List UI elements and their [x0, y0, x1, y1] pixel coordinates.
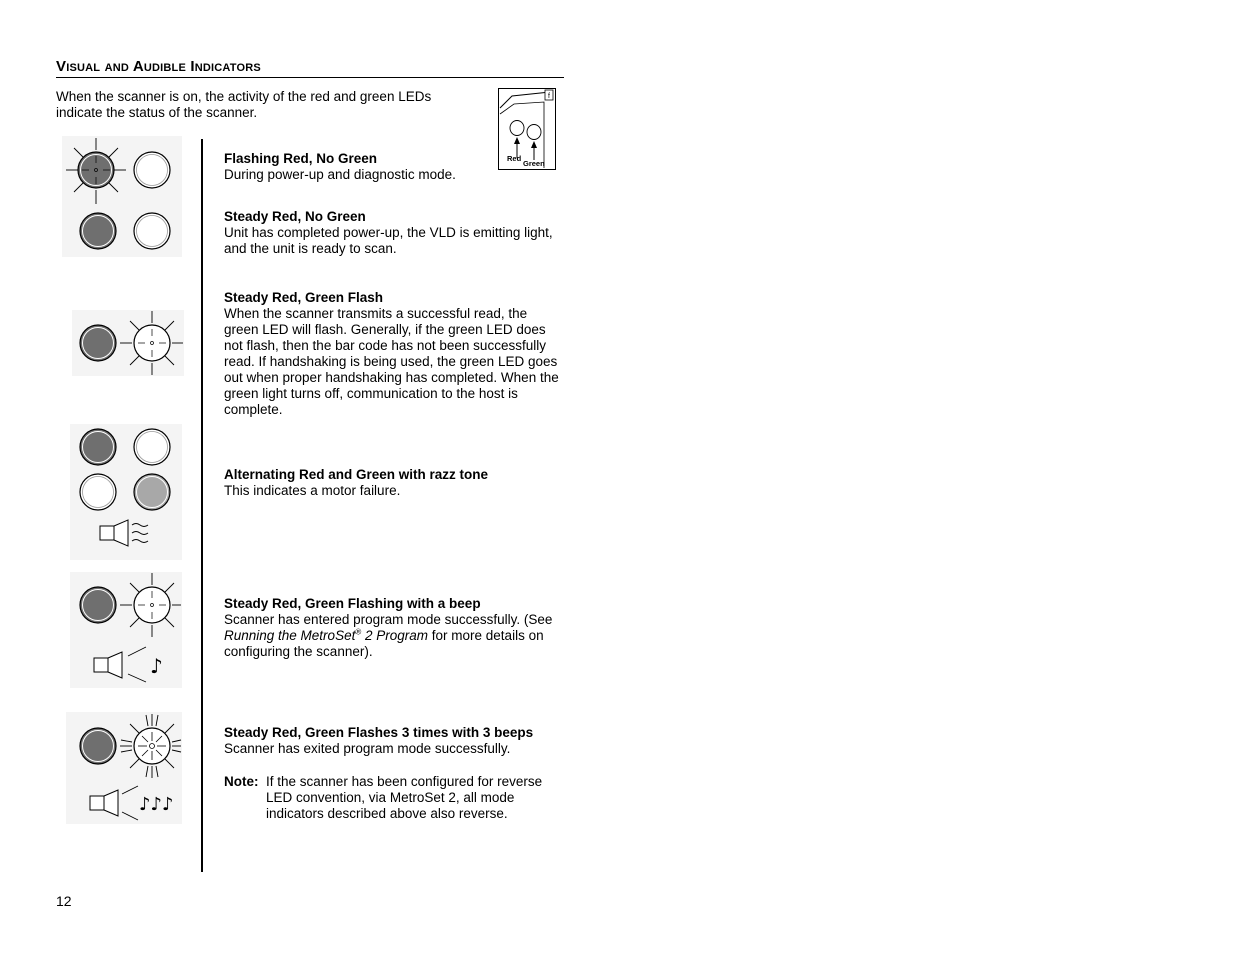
- registered-mark: ®: [355, 627, 362, 637]
- indicator-flashing-red: [224, 151, 564, 183]
- intro-text: When the scanner is on, the activity of the red and green LEDs indicate the status of the scanner.: [56, 89, 432, 120]
- indicator-heading: Steady Red, No Green: [224, 209, 366, 224]
- manual-reference-cont: 2 Program: [361, 628, 429, 643]
- indicator-heading: Steady Red, Green Flash: [224, 290, 384, 305]
- indicator-description: When the scanner transmits a successful read, the green LED will flash. Generally, if the green LED does not flash, then the bar code has not been successfully read. If handshaking is being used, the green LED goes out when proper handshaking has completed. When the green light turns off, communication to the host is complete.: [224, 306, 559, 417]
- steady-red-led-icon: [62, 205, 182, 257]
- manual-reference: Running the MetroSet: [224, 628, 356, 643]
- triple-beep-speaker-icon: [66, 712, 182, 824]
- svg-text:♪♪♪: ♪♪♪: [139, 794, 174, 815]
- diagram-label-red: Red: [507, 154, 522, 163]
- note-line-1: If the scanner has been configured for reverse: [266, 774, 543, 789]
- indicator-heading: Alternating Red and Green with razz tone: [224, 467, 489, 482]
- indicator-description: During power-up and diagnostic mode.: [224, 167, 456, 182]
- description-rest: for more details on configuring the scanner).: [224, 628, 544, 659]
- indicator-green-flash: [224, 290, 564, 418]
- razz-tone-speaker-icon: [70, 424, 182, 560]
- note-label: Note:: [224, 774, 259, 789]
- indicator-heading: Flashing Red, No Green: [224, 151, 378, 166]
- indicator-heading: Steady Red, Green Flashing with a beep: [224, 596, 481, 611]
- indicator-steady-red: [224, 209, 564, 257]
- description-line: Scanner has entered program mode successfully.: [224, 612, 521, 627]
- note-line-3: indicators described above also reverse.: [266, 806, 508, 821]
- note-line-2: LED convention, via MetroSet 2, all mode: [266, 790, 515, 805]
- diagram-label-green: Green: [523, 159, 545, 168]
- svg-text:♪: ♪: [150, 654, 163, 678]
- indicator-description: [224, 612, 564, 660]
- flashing-green-led-icon: [72, 310, 184, 376]
- indicator-three-beeps: [224, 725, 564, 757]
- flashing-red-led-icon: [62, 136, 182, 206]
- indicator-alternating: [224, 467, 564, 499]
- column-divider: [201, 139, 203, 872]
- diagram-tab-label: f: [548, 93, 550, 100]
- indicator-description: This indicates a motor failure.: [224, 483, 401, 498]
- indicator-heading: Steady Red, Green Flashes 3 times with 3 beeps: [224, 725, 534, 740]
- beep-speaker-icon: [70, 572, 182, 688]
- note-block: [224, 774, 564, 822]
- indicator-description: Scanner has exited program mode successfully.: [224, 741, 511, 756]
- indicator-green-beep: [224, 596, 564, 660]
- indicator-description: Unit has completed power-up, the VLD is emitting light, and the unit is ready to scan.: [224, 225, 553, 256]
- section-title: Visual and Audible Indicators: [56, 58, 564, 78]
- description-see: (See: [523, 612, 553, 627]
- page-number: 12: [56, 893, 72, 909]
